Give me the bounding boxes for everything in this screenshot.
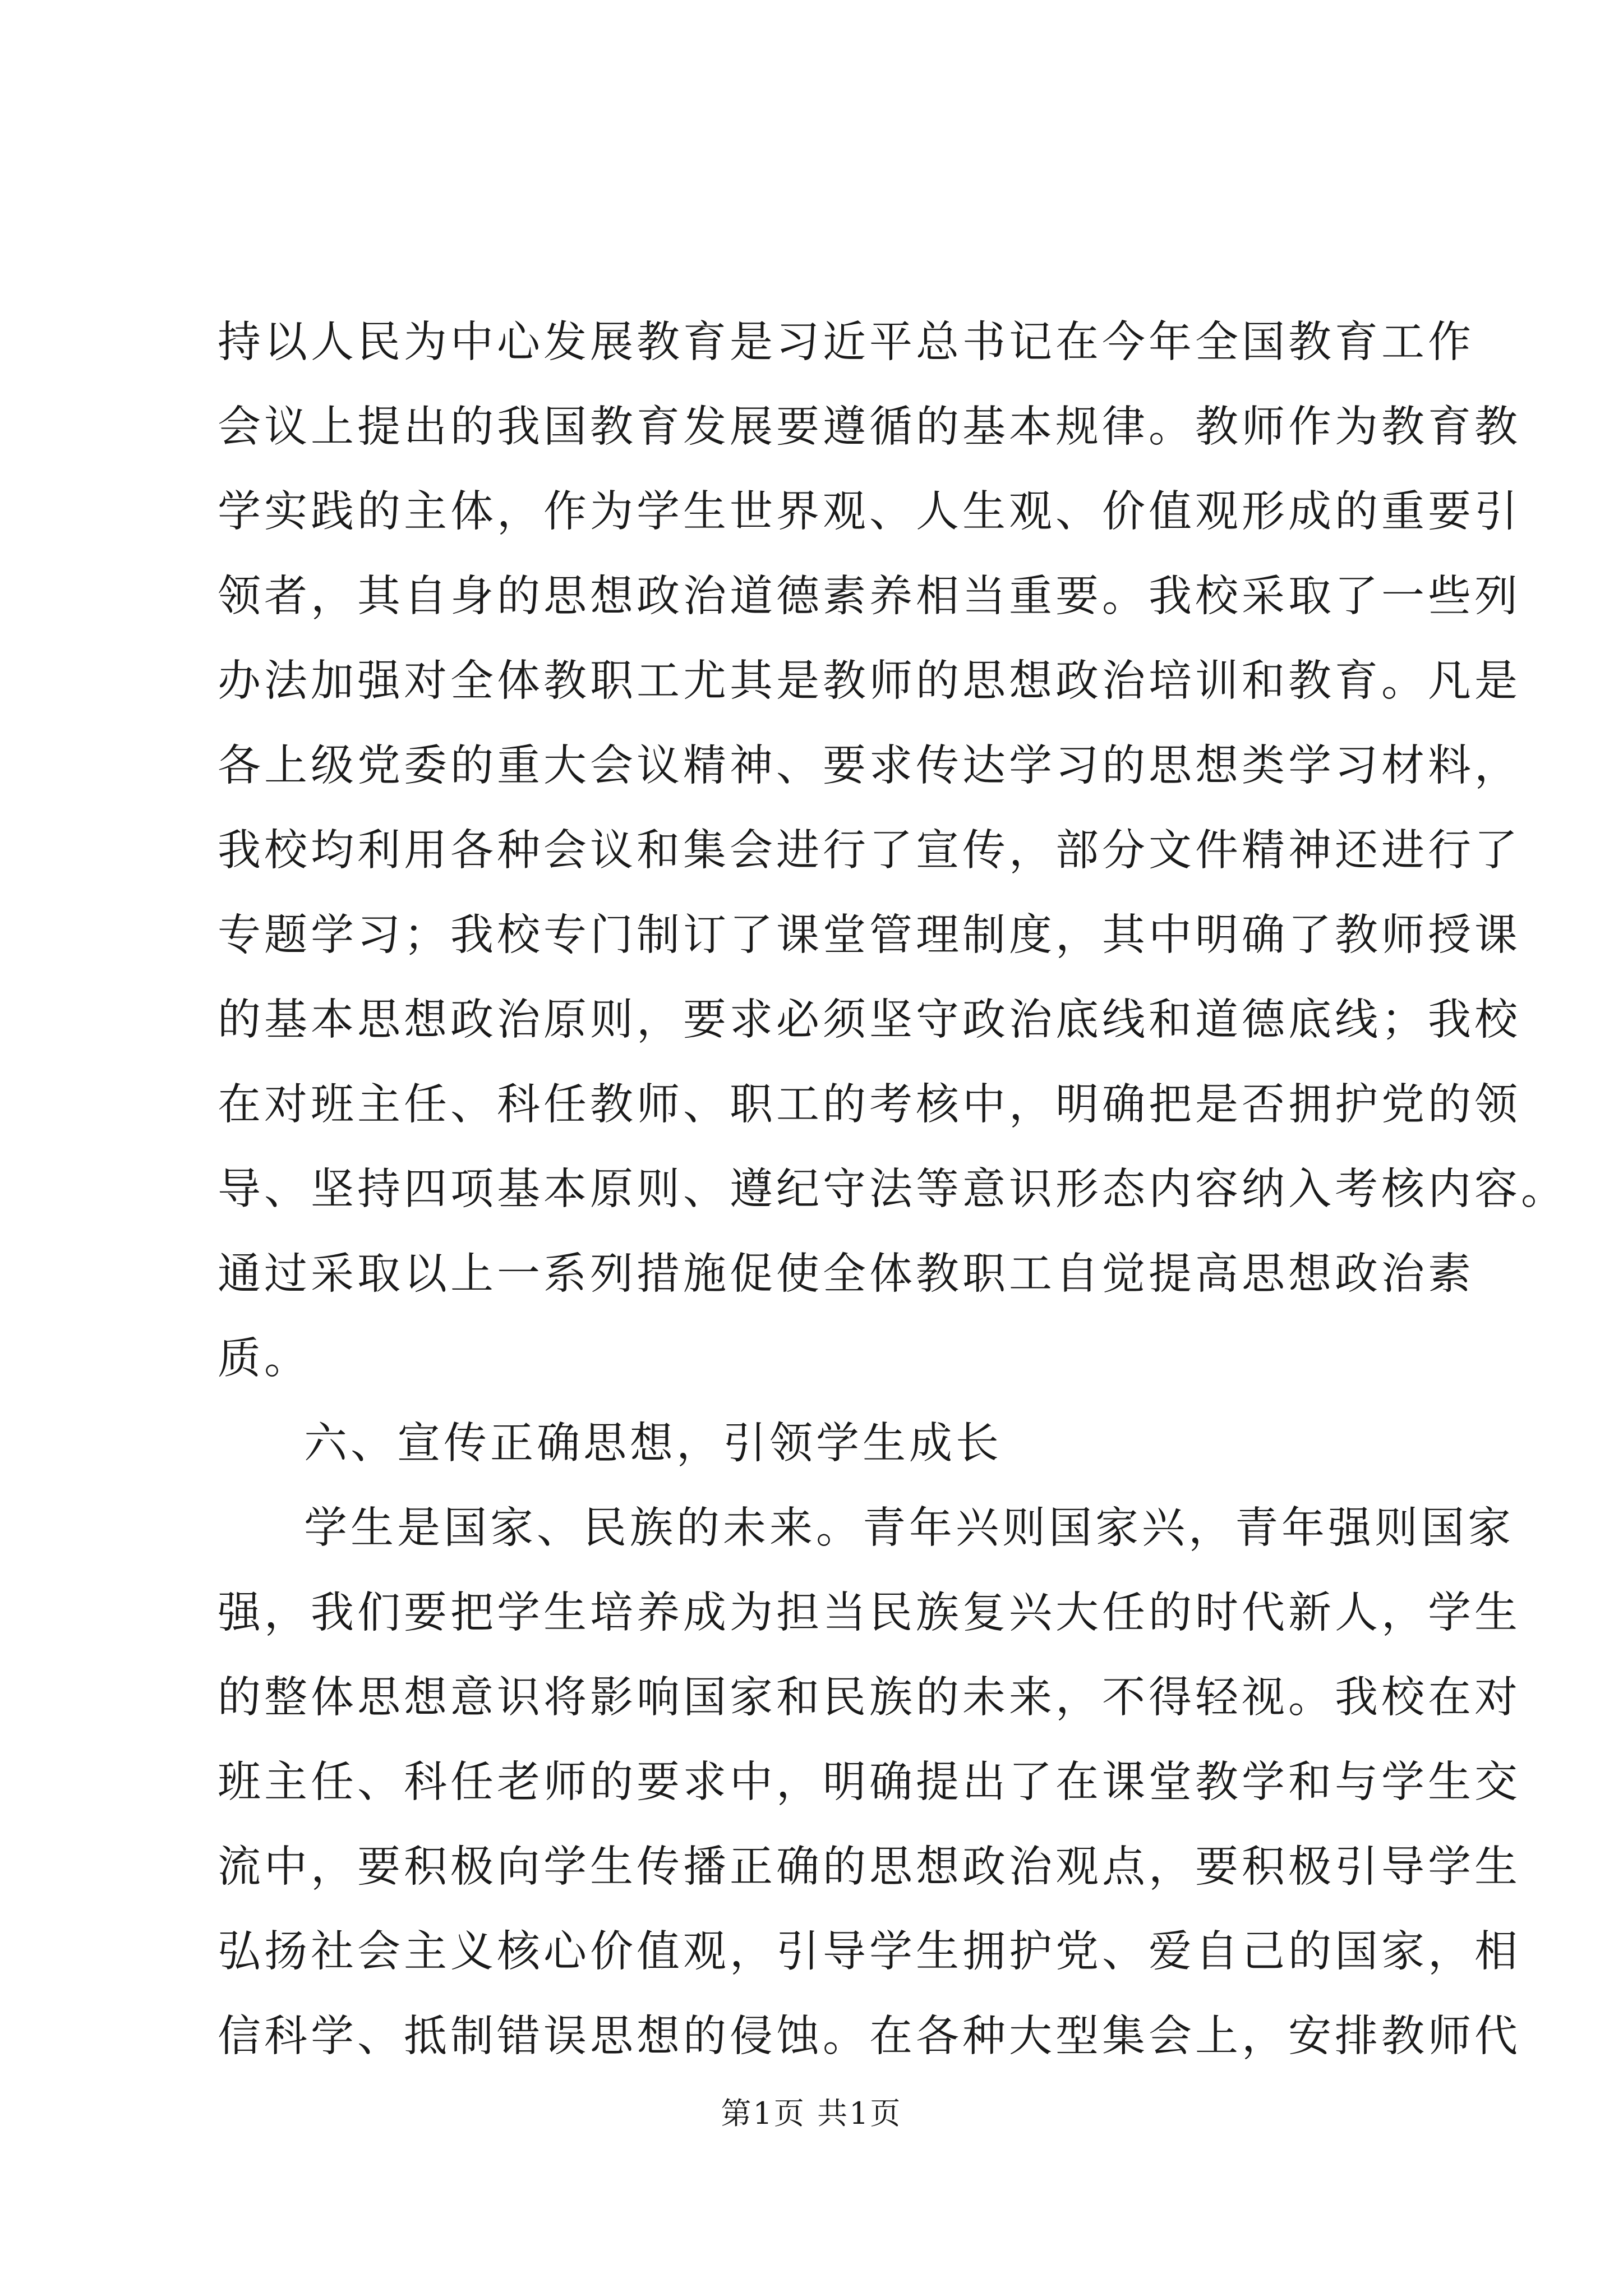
paragraph-line: 班主任、科任老师的要求中，明确提出了在课堂教学和与学生交 bbox=[218, 1757, 1521, 1807]
paragraph-line: 信科学、抵制错误思想的侵蚀。在各种大型集会上，安排教师代 bbox=[218, 2012, 1521, 2062]
paragraph-line: 办法加强对全体教职工尤其是教师的思想政治培训和教育。凡是 bbox=[218, 656, 1521, 706]
paragraph-line: 流中，要积极向学生传播正确的思想政治观点，要积极引导学生 bbox=[218, 1842, 1521, 1892]
paragraph-line: 通过采取以上一系列措施促使全体教职工自觉提高思想政治素 bbox=[218, 1249, 1474, 1299]
paragraph-line: 领者，其自身的思想政治道德素养相当重要。我校采取了一些列 bbox=[218, 572, 1521, 622]
paragraph-line: 的基本思想政治原则，要求必须坚守政治底线和道德底线；我校 bbox=[218, 995, 1521, 1045]
paragraph-line: 我校均利用各种会议和集会进行了宣传，部分文件精神还进行了 bbox=[218, 826, 1521, 876]
paragraph-line: 持以人民为中心发展教育是习近平总书记在今年全国教育工作 bbox=[218, 318, 1474, 367]
paragraph-line: 各上级党委的重大会议精神、要求传达学习的思想类学习材料， bbox=[218, 741, 1521, 791]
paragraph-line: 质。 bbox=[218, 1334, 311, 1384]
page-number-footer: 第1页 共1页 bbox=[721, 2096, 902, 2131]
paragraph-line: 会议上提出的我国教育发展要遵循的基本规律。教师作为教育教 bbox=[218, 402, 1521, 452]
paragraph-line: 导、坚持四项基本原则、遵纪守法等意识形态内容纳入考核内容。 bbox=[218, 1165, 1567, 1214]
paragraph-line: 强，我们要把学生培养成为担当民族复兴大任的时代新人，学生 bbox=[218, 1588, 1521, 1638]
paragraph-line: 在对班主任、科任教师、职工的考核中，明确把是否拥护党的领 bbox=[218, 1080, 1521, 1130]
section-heading: 六、宣传正确思想，引领学生成长 bbox=[304, 1419, 1002, 1469]
document-body bbox=[218, 300, 1567, 2079]
paragraph-line: 弘扬社会主义核心价值观，引导学生拥护党、爱自己的国家，相 bbox=[218, 1927, 1521, 1977]
paragraph-line: 学实践的主体，作为学生世界观、人生观、价值观形成的重要引 bbox=[218, 487, 1521, 537]
paragraph-line: 学生是国家、民族的未来。青年兴则国家兴，青年强则国家 bbox=[304, 1503, 1514, 1553]
paragraph-line: 的整体思想意识将影响国家和民族的未来，不得轻视。我校在对 bbox=[218, 1673, 1521, 1723]
paragraph-line: 专题学习；我校专门制订了课堂管理制度，其中明确了教师授课 bbox=[218, 910, 1521, 960]
